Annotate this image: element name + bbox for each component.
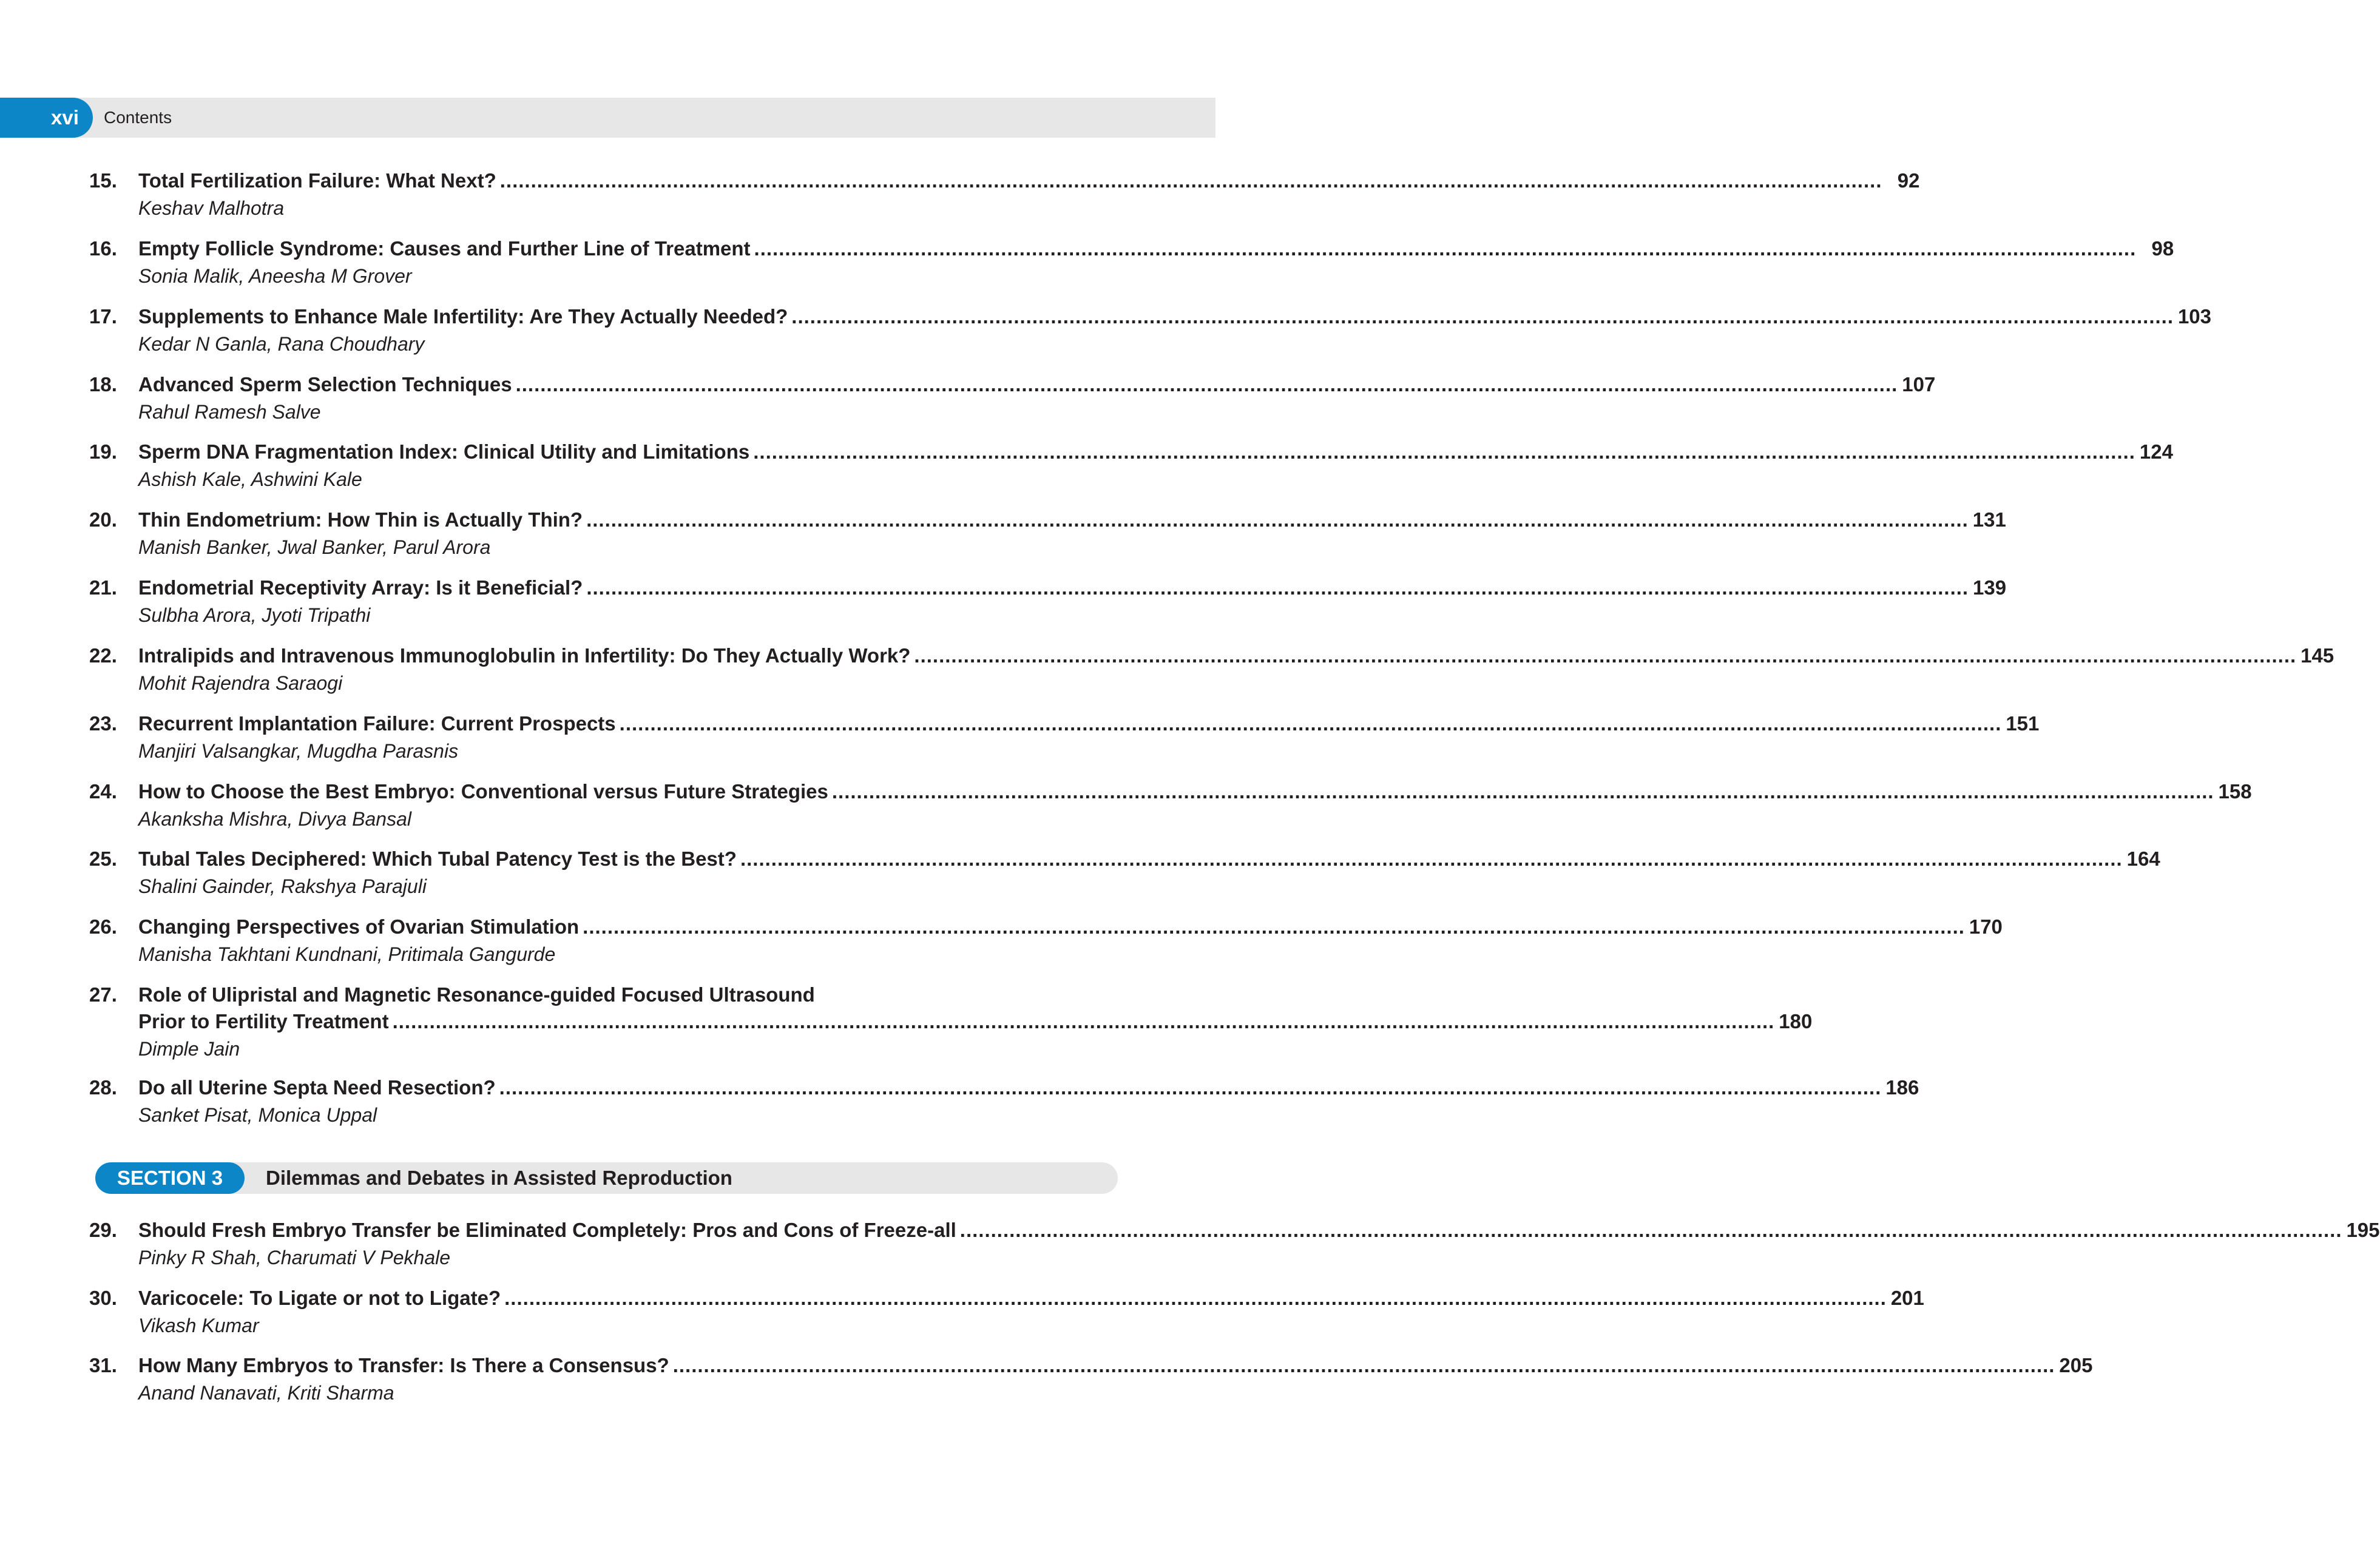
running-title: Contents — [104, 108, 172, 127]
chapter-title: Sperm DNA Fragmentation Index: Clinical Utility and Limitations — [138, 440, 750, 463]
chapter-authors: Kedar N Ganla, Rana Choudhary — [138, 333, 425, 355]
chapter-number: 15. — [89, 169, 117, 192]
chapter-number: 25. — [89, 847, 117, 870]
dot-leader: ................................................................................................................................................................................................................................ — [914, 644, 2297, 667]
page-reference: 92 — [1897, 169, 1920, 192]
page-reference: 164 — [2126, 847, 2160, 870]
chapter-number: 31. — [89, 1354, 117, 1376]
chapter-title: Endometrial Receptivity Array: Is it Beneficial? — [138, 576, 583, 599]
chapter-authors: Anand Nanavati, Kriti Sharma — [138, 1382, 394, 1404]
page-reference: 107 — [1902, 373, 1936, 396]
dot-leader: ................................................................................................................................................................................................................................ — [515, 373, 1898, 396]
chapter-title: How to Choose the Best Embryo: Conventional versus Future Strategies — [138, 780, 828, 803]
page-reference: 98 — [2151, 237, 2174, 260]
chapter-authors: Manjiri Valsangkar, Mugdha Parasnis — [138, 740, 459, 762]
page-reference: 151 — [2006, 712, 2040, 735]
chapter-number: 16. — [89, 237, 117, 260]
chapter-title: Changing Perspectives of Ovarian Stimulation — [138, 915, 580, 938]
chapter-number: 24. — [89, 780, 117, 803]
chapter-authors: Mohit Rajendra Saraogi — [138, 672, 343, 694]
chapter-title: Intralipids and Intravenous Immunoglobulin in Infertility: Do They Actually Work? — [138, 644, 911, 667]
chapter-number: 22. — [89, 644, 117, 667]
page-reference: 139 — [1973, 576, 2007, 599]
chapter-number: 18. — [89, 373, 117, 396]
dot-leader: ................................................................................................................................................................................................................................ — [740, 847, 2123, 870]
chapter-title: Advanced Sperm Selection Techniques — [138, 373, 512, 396]
dot-leader: ................................................................................................................................................................................................................................ — [583, 915, 1965, 938]
page-reference: 205 — [2059, 1354, 2093, 1376]
page-reference: 158 — [2218, 780, 2252, 803]
chapter-title: Role of Ulipristal and Magnetic Resonance-guided Focused Ultrasound — [138, 983, 815, 1006]
dot-leader: ................................................................................................................................................................................................................................ — [754, 237, 2137, 260]
chapter-title: Should Fresh Embryo Transfer be Eliminated Completely: Pros and Cons of Freeze-all — [138, 1219, 956, 1241]
dot-leader: ................................................................................................................................................................................................................................ — [831, 780, 2214, 803]
page-reference: 186 — [1885, 1076, 1919, 1099]
chapter-number: 29. — [89, 1219, 117, 1241]
page-reference: 195 — [2346, 1219, 2380, 1241]
chapter-title: Total Fertilization Failure: What Next? — [138, 169, 496, 192]
chapter-authors: Pinky R Shah, Charumati V Pekhale — [138, 1247, 451, 1268]
chapter-number: 27. — [89, 983, 117, 1006]
chapter-number: 20. — [89, 508, 117, 531]
chapter-title: Thin Endometrium: How Thin is Actually Thin? — [138, 508, 583, 531]
dot-leader: ................................................................................................................................................................................................................................ — [586, 508, 1969, 531]
chapter-authors: Vikash Kumar — [138, 1315, 259, 1336]
dot-leader: ................................................................................................................................................................................................................................ — [499, 169, 1882, 192]
chapter-title-continued: Prior to Fertility Treatment — [138, 1010, 389, 1033]
chapter-authors: Akanksha Mishra, Divya Bansal — [138, 808, 411, 830]
section-banner — [95, 1162, 1118, 1194]
chapter-authors: Sonia Malik, Aneesha M Grover — [138, 265, 412, 287]
chapter-authors: Dimple Jain — [138, 1038, 240, 1060]
section-title: Dilemmas and Debates in Assisted Reproduction — [266, 1167, 732, 1189]
chapter-number: 17. — [89, 305, 117, 328]
page-reference: 124 — [2139, 440, 2173, 463]
chapter-title: Empty Follicle Syndrome: Causes and Further Line of Treatment — [138, 237, 751, 260]
chapter-title: Recurrent Implantation Failure: Current Prospects — [138, 712, 616, 735]
chapter-title: How Many Embryos to Transfer: Is There a Consensus? — [138, 1354, 669, 1376]
chapter-authors: Sanket Pisat, Monica Uppal — [138, 1104, 377, 1126]
page-reference: 145 — [2301, 644, 2334, 667]
chapter-authors: Shalini Gainder, Rakshya Parajuli — [138, 875, 427, 897]
dot-leader: ................................................................................................................................................................................................................................ — [791, 305, 2174, 328]
dot-leader: ................................................................................................................................................................................................................................ — [499, 1076, 1882, 1099]
chapter-number: 28. — [89, 1076, 117, 1099]
page-reference: 103 — [2177, 305, 2212, 328]
dot-leader: ................................................................................................................................................................................................................................ — [392, 1010, 1775, 1033]
chapter-number: 26. — [89, 915, 117, 938]
dot-leader: ................................................................................................................................................................................................................................ — [619, 712, 2002, 735]
chapter-authors: Manisha Takhtani Kundnani, Pritimala Gangurde — [138, 943, 556, 965]
chapter-authors: Sulbha Arora, Jyoti Tripathi — [138, 604, 371, 626]
dot-leader: ................................................................................................................................................................................................................................ — [672, 1354, 2055, 1376]
page-number: xvi — [51, 106, 79, 129]
dot-leader: ................................................................................................................................................................................................................................ — [504, 1287, 1887, 1309]
dot-leader: ................................................................................................................................................................................................................................ — [959, 1219, 2342, 1241]
chapter-authors: Ashish Kale, Ashwini Kale — [138, 468, 362, 490]
section-label: SECTION 3 — [95, 1162, 245, 1194]
chapter-number: 21. — [89, 576, 117, 599]
page-reference: 201 — [1890, 1287, 1924, 1309]
chapter-number: 23. — [89, 712, 117, 735]
chapter-number: 30. — [89, 1287, 117, 1309]
chapter-number: 19. — [89, 440, 117, 463]
chapter-title: Supplements to Enhance Male Infertility: Are They Actually Needed? — [138, 305, 788, 328]
chapter-authors: Manish Banker, Jwal Banker, Parul Arora — [138, 536, 491, 558]
dot-leader: ................................................................................................................................................................................................................................ — [753, 440, 2135, 463]
chapter-authors: Keshav Malhotra — [138, 197, 285, 219]
chapter-title: Do all Uterine Septa Need Resection? — [138, 1076, 496, 1099]
chapter-title: Tubal Tales Deciphered: Which Tubal Patency Test is the Best? — [138, 847, 737, 870]
page-reference: 180 — [1779, 1010, 1813, 1033]
page-reference: 131 — [1972, 508, 2006, 531]
page-reference: 170 — [1969, 915, 2003, 938]
chapter-authors: Rahul Ramesh Salve — [138, 401, 321, 423]
chapter-title: Varicocele: To Ligate or not to Ligate? — [138, 1287, 501, 1309]
dot-leader: ................................................................................................................................................................................................................................ — [586, 576, 1969, 599]
